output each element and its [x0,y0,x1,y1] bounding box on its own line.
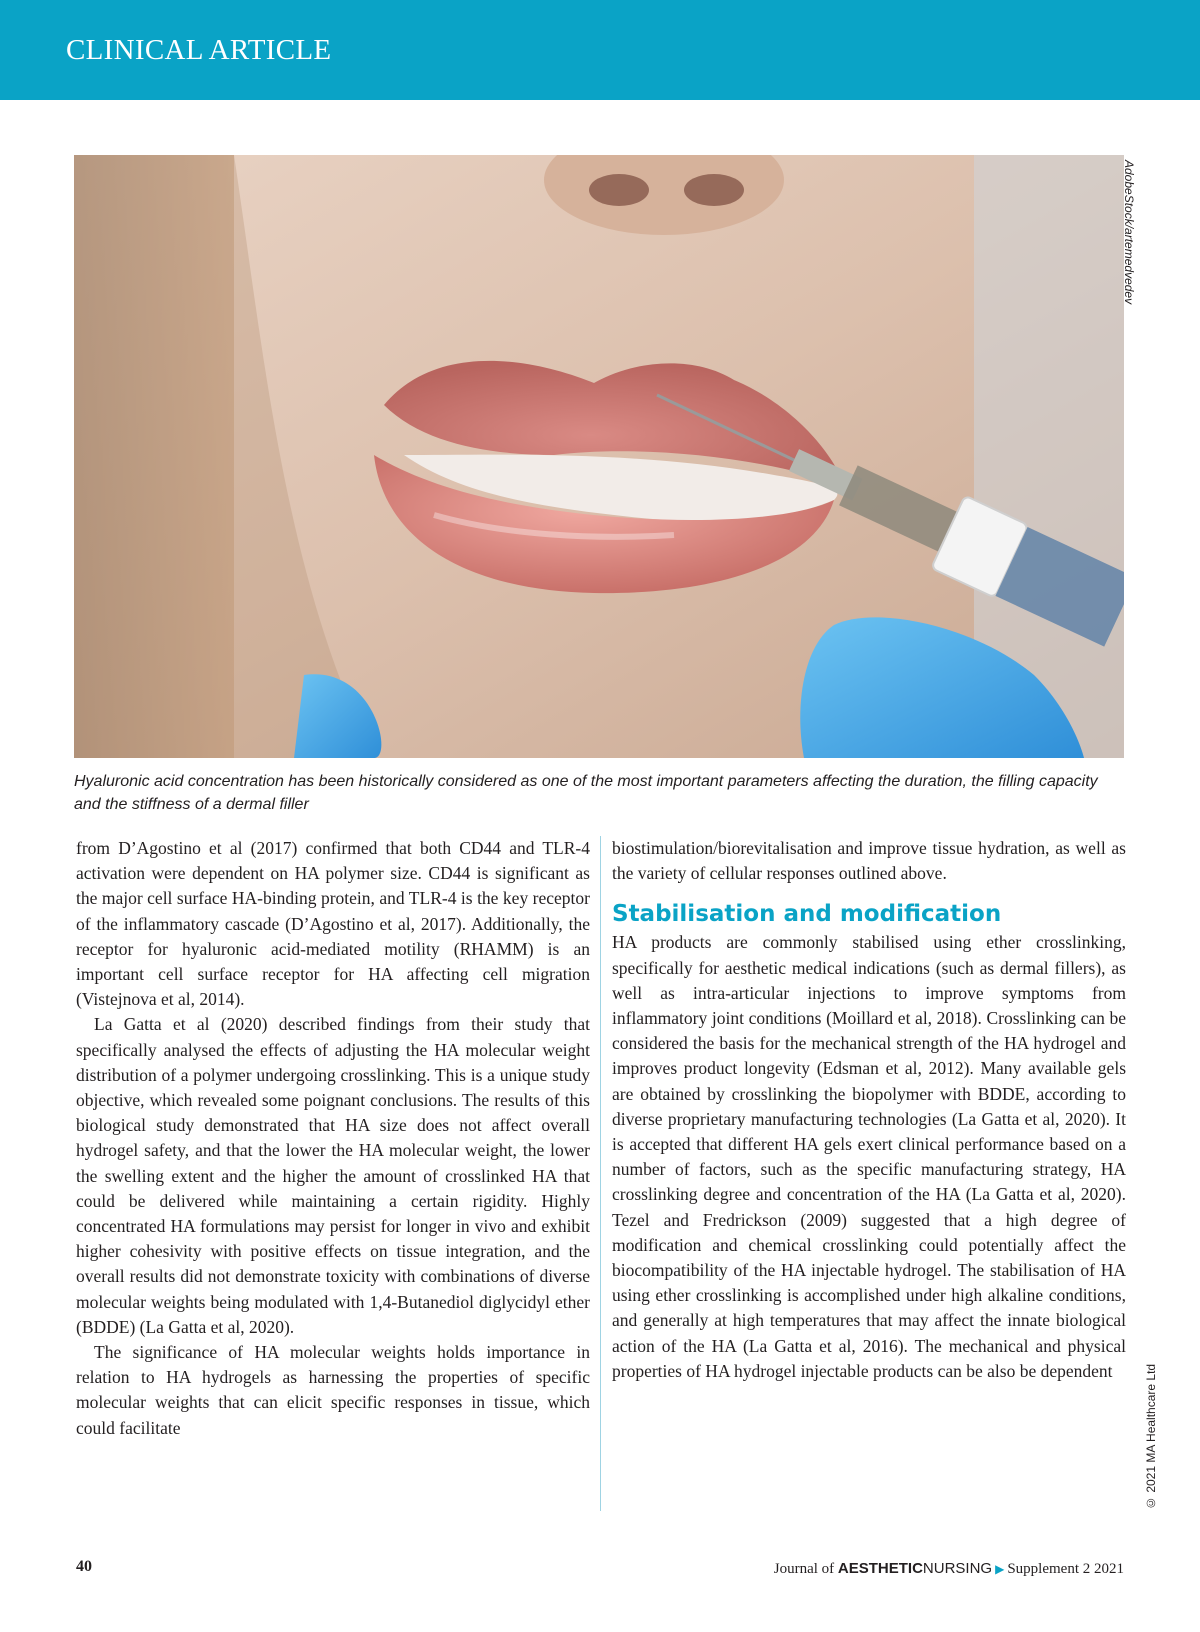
right-intro-paragraph: biostimulation/biorevitalisation and improve tissue hydration, as well as the variety of cellular responses outlined above. [612,838,1126,884]
column-divider [600,836,601,1511]
journal-prefix: Journal of [773,1561,835,1577]
left-column [76,836,590,1441]
figure-caption: Hyaluronic acid concentration has been historically considered as one of the most important parameters affecting the duration, the filling capacity and the stiffness of a dermal filler [74,773,1098,813]
body-paragraph-1: from D’Agostino et al (2017) confirmed that both CD44 and TLR-4 activation were dependent on HA polymer size. CD44 is significant as the major cell surface HA-binding protein, and TLR-4 is the key receptor of the inflammatory cascade (D’Agostino et al, 2017). Additionally, the receptor for hyaluronic acid-mediated motility (RHAMM) is an important cell surface receptor for HA affecting cell migration (Vistejnova et al, 2014). [76,838,590,1010]
journal-footer [774,1560,1124,1578]
triangle-right-icon: ▶ [995,1562,1005,1576]
body-paragraph-3: The significance of HA molecular weights holds importance in relation to HA hydrogels as harnessing the properties of specific molecular weights that can elicit specific responses in tissue, which could facilitate [76,1342,590,1438]
journal-issue: Supplement 2 2021 [1007,1561,1124,1577]
copyright-notice: © 2021 MA Healthcare Ltd [1144,1363,1158,1510]
right-body-paragraph: HA products are commonly stabilised using ether crosslinking, specifically for aesthetic medical indications (such as dermal fillers), as well as intra-articular injections to improve symptoms from inflammatory joint conditions (Moillard et al, 2018). Crosslinking can be considered the basis for the mechanical strength of the HA hydrogel and improves product longevity (Edsman et al, 2012). Many available gels are obtained by crosslinking the biopolymer with BDDE, according to diverse proprietary manufacturing technologies (La Gatta et al, 2020). It is accepted that different HA gels exert clinical performance based on a number of factors, such as the specific manufacturing strategy, HA crosslinking degree and concentration of the HA (La Gatta et al, 2020). Tezel and Fredrickson (2009) suggested that a high degree of modification and chemical crosslinking could potentially affect the biocompatibility of the HA injectable hydrogel. The stabilisation of HA using ether crosslinking is accomplished under high alkaline conditions, and generally at high temperatures that may affect the innate biological action of the HA (La Gatta et al, 2016). The mechanical and physical properties of HA hydrogel injectable products can be also be dependent [612,932,1126,1381]
right-column [612,836,1126,1384]
section-subheading: Stabilisation and modification [612,901,1002,928]
photo-illustration [74,155,1124,758]
journal-name-rest: NURSING [922,1560,993,1577]
body-paragraph-2: La Gatta et al (2020) described findings from their study that specifically analysed the effects of adjusting the HA molecular weight distribution of a polymer undergoing crosslinking. This is a unique study objective, which revealed some poignant conclusions. The results of this biological study demonstrated that HA size does not affect overall hydrogel safety, and that the lower the HA molecular weight, the lower the swelling extent and the higher the amount of crosslinked HA that could be delivered while maintaining a certain rigidity. Highly concentrated HA formulations may persist for longer in vivo and exhibit higher cohesivity with positive effects on tissue integration, and the overall results did not demonstrate toxicity with combinations of diverse molecular weights being modulated with 1,4-Butanediol diglycidyl ether (BDDE) (La Gatta et al, 2020). [76,1014,590,1337]
journal-name-bold: AESTHETIC [837,1560,923,1577]
page-number: 40 [76,1558,92,1575]
section-label: CLINICAL ARTICLE [66,34,332,66]
lip-filler-injection-photo [74,155,1124,758]
photo-credit: AdobeStock/artemedvedev [1122,160,1136,305]
